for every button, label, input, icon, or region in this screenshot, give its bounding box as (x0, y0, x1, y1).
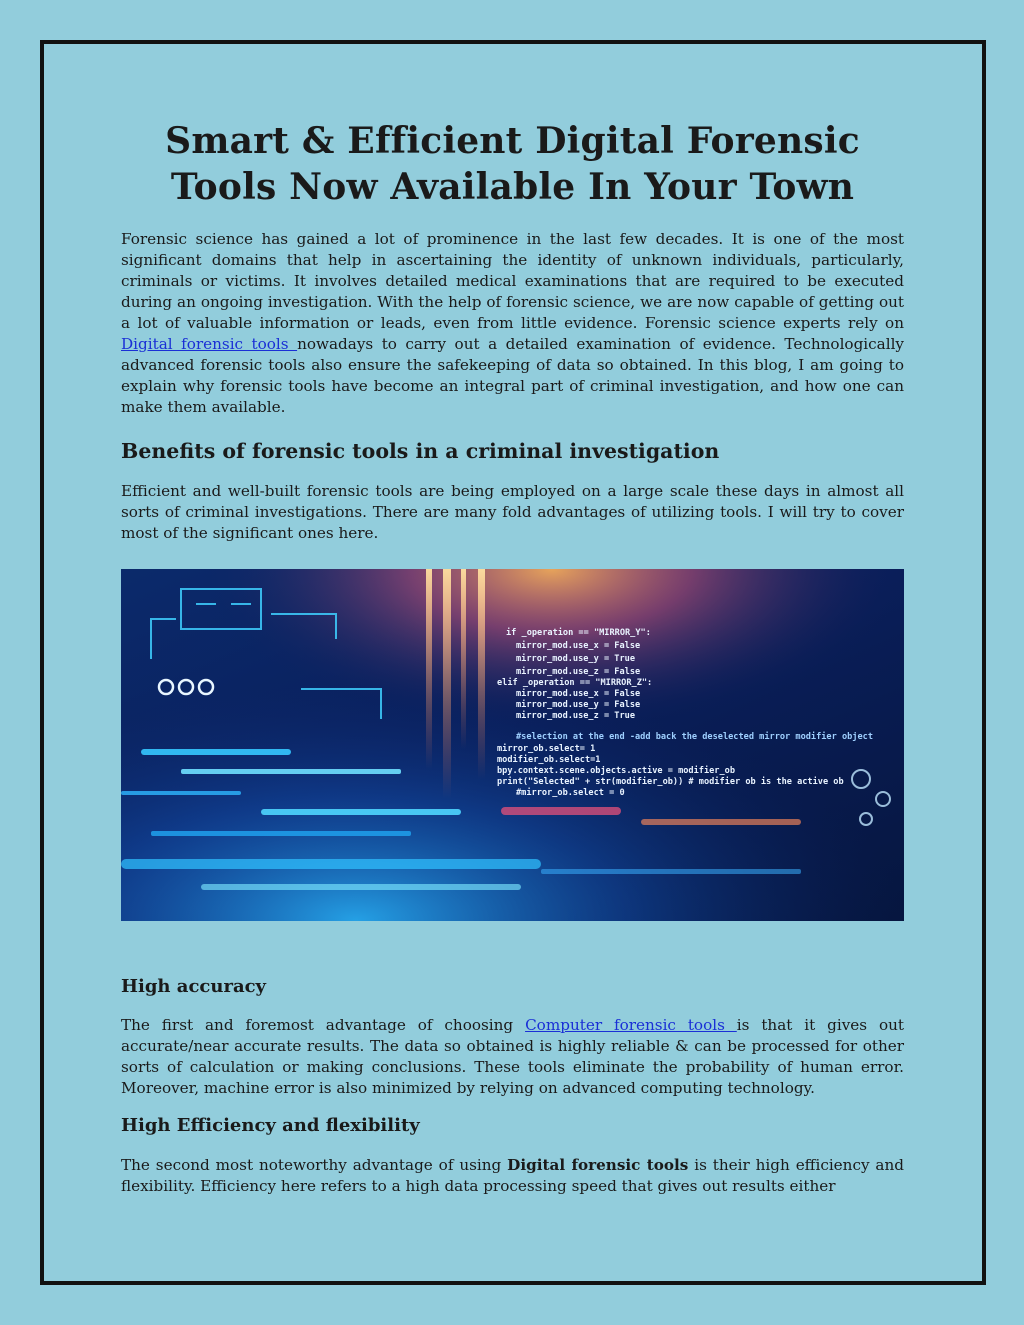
light-streak (443, 569, 451, 799)
digital-code-hero-image (121, 569, 904, 921)
code-line: mirror_ob.select= 1 (497, 744, 596, 754)
code-line: mirror_mod.use_z = False (516, 667, 641, 677)
code-line: elif _operation == "MIRROR_Z": (497, 678, 653, 688)
efficiency-heading: High Efficiency and flexibility (121, 1115, 420, 1136)
efficiency-text-after: is their high efficiency and flexibility. Efficiency here refers to a high data processing speed that gives out results either (121, 1156, 904, 1195)
code-line: bpy.context.scene.objects.active = modifier_ob (497, 766, 735, 776)
code-line: #selection at the end -add back the deselected mirror modifier object (516, 732, 873, 742)
code-line: mirror_mod.use_y = True (516, 654, 635, 664)
code-line: print("Selected" + str(modifier_ob)) # modifier ob is the active ob (497, 777, 844, 787)
light-streak (426, 569, 432, 769)
accuracy-text-before: The first and foremost advantage of choosing (121, 1016, 526, 1034)
efficiency-text-before: The second most noteworthy advantage of using (121, 1156, 508, 1174)
benefits-paragraph: Efficient and well-built forensic tools are being employed on a large scale these days in almost all sorts of criminal investigations. There are many fold advantages of utilizing tools. I will try to cover most of the significant ones here. (121, 482, 904, 542)
intro-paragraph (121, 229, 904, 418)
code-line: mirror_mod.use_y = False (516, 700, 641, 710)
code-line: mirror_mod.use_x = False (516, 689, 641, 699)
light-streak (461, 569, 466, 749)
intro-text-after: nowadays to carry out a detailed examination of evidence. Technologically advanced forensic tools also ensure the safekeeping of data so obtained. In this blog, I am going to explain why forensic tools have become an integral part of criminal investigation, and how one can make them available. (121, 335, 904, 416)
code-line: if _operation == "MIRROR_Y": (506, 628, 651, 638)
high-accuracy-heading: High accuracy (121, 976, 267, 997)
computer-forensic-tools-link[interactable]: Computer forensic tools (525, 1016, 737, 1034)
intro-text-before: Forensic science has gained a lot of prominence in the last few decades. It is one of the most significant domains that help in ascertaining the identity of unknown individuals, particularly, criminals or victims. It involves detailed medical examinations that are required to be executed during an ongoing investigation. With the help of forensic science, we are now capable of getting out a lot of valuable information or leads, even from little evidence. Forensic science experts rely on (121, 230, 904, 332)
article-content (121, 118, 904, 1197)
benefits-heading: Benefits of forensic tools in a criminal investigation (121, 439, 720, 463)
code-line: #mirror_ob.select = 0 (516, 788, 625, 798)
light-streak (478, 569, 485, 779)
accuracy-paragraph (121, 1015, 904, 1099)
code-line: mirror_mod.use_x = False (516, 641, 641, 651)
code-line: modifier_ob.select=1 (497, 755, 601, 765)
digital-forensic-tools-link[interactable]: Digital forensic tools (121, 335, 298, 353)
efficiency-bold-term: Digital forensic tools (507, 1156, 689, 1174)
article-title: Smart & Efficient Digital Forensic Tools Now Available In Your Town (165, 120, 860, 208)
accuracy-text-after: is that it gives out accurate/near accurate results. The data so obtained is highly reliable & can be processed for other sorts of calculation or making conclusions. These tools eliminate the probability of human error. Moreover, machine error is also minimized by relying on advanced computing technology. (121, 1016, 905, 1097)
code-line: mirror_mod.use_z = True (516, 711, 635, 721)
efficiency-paragraph (121, 1155, 904, 1197)
